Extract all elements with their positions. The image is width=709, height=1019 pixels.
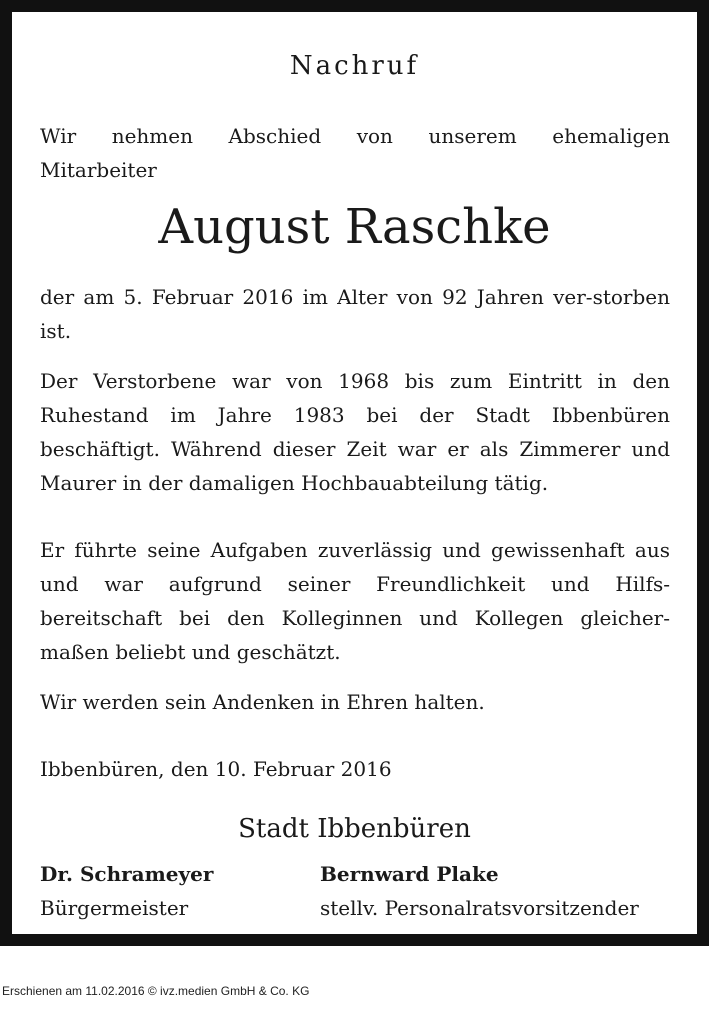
paragraph-death-date: der am 5. Februar 2016 im Alter von 92 Jahren ver-storben ist. [40, 285, 670, 343]
signatory-role: Bürgermeister [40, 896, 189, 920]
dateline: Ibbenbüren, den 10. Februar 2016 [40, 757, 392, 781]
intro-line-1: Wir nehmen Abschied von unserem ehemaligen [40, 124, 670, 148]
intro-line-2: Mitarbeiter [40, 158, 157, 182]
signature-block-mayor [40, 857, 213, 925]
deceased-name: August Raschke [158, 199, 551, 255]
signature-block-staff-council [320, 857, 639, 925]
organization-name: Stadt Ibbenbüren [238, 814, 471, 844]
notice-heading: Nachruf [289, 51, 420, 81]
signatory-name: Bernward Plake [320, 862, 499, 886]
signatory-role: stellv. Personalratsvorsitzender [320, 896, 639, 920]
publication-footer: Erschienen am 11.02.2016 © ivz.medien GmbH & Co. KG [2, 984, 310, 998]
intro-text [40, 119, 670, 187]
paragraph-employment: Der Verstorbene war von 1968 bis zum Eintritt in den Ruhestand im Jahre 1983 bei der Stadt Ibbenbüren beschäftigt. Während dieser Zeit war er als Zimmerer und Maurer in der damaligen Hochbauabteilung tätig. [40, 369, 670, 495]
signatory-name: Dr. Schrameyer [40, 862, 214, 886]
paragraph-remembrance: Wir werden sein Andenken in Ehren halten. [40, 690, 485, 714]
paragraph-character: Er führte seine Aufgaben zuverlässig und gewissenhaft aus und war aufgrund seiner Freundlichkeit und Hilfs-bereitschaft bei den Kolleginnen und Kollegen gleicher-maßen beliebt und geschätzt. [40, 538, 670, 664]
